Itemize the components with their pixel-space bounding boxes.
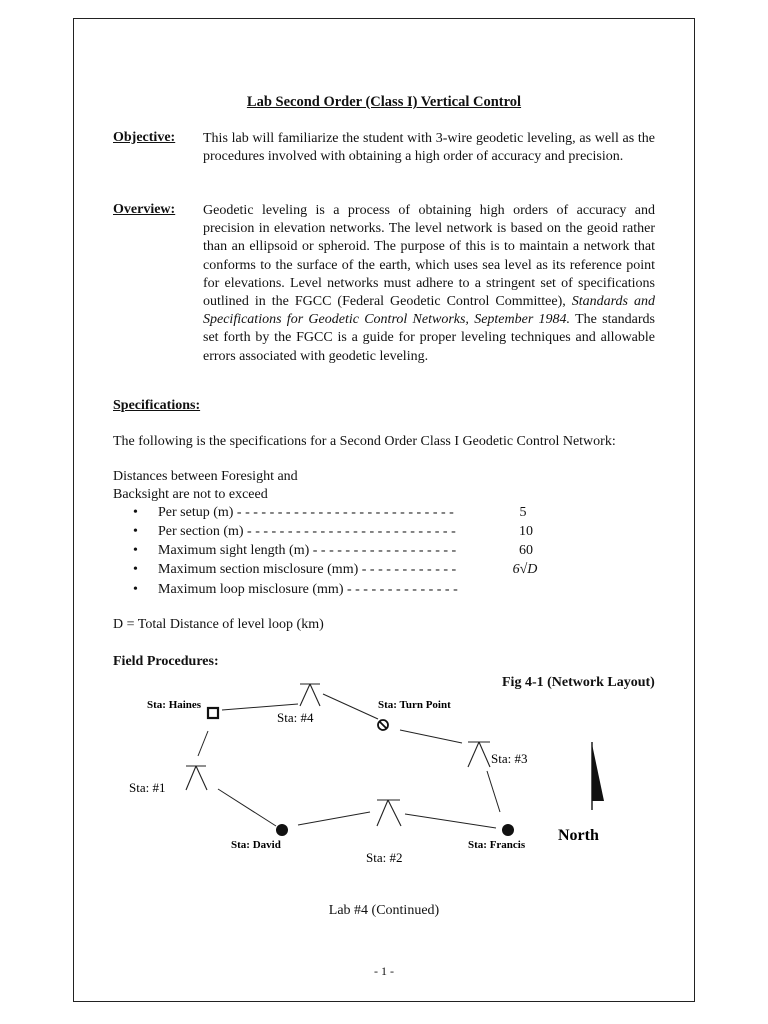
overview-text: Geodetic leveling is a process of obtaining high orders of accuracy and precision in elevation networks. The level network is based on the geoid rather than an ellipsoid or spheroid. The purpose of this is to maintain a network that conforms to the surface of the earth, which uses sea level as its reference point for elevations. Level networks must adhere to a stringent set of specifications outlined in the FGCC (Federal Geodetic Control Committee), Standards and Specifications for Geodetic Control Networks, September 1984. The standards set forth by the FGCC is a guide for proper leveling techniques and allowable errors associated with geodetic leveling.	[203, 203, 655, 364]
bullet-icon: •	[133, 505, 138, 520]
overview-label: Overview:	[113, 202, 176, 217]
spec-item: • Per section (m) - - - - - - - - - - - - - - - - - - - - - - - - - - 10	[133, 524, 533, 539]
benchmark-square-icon	[208, 708, 218, 718]
line-setup4-turnpoint	[323, 694, 378, 719]
station-label-haines: Sta: Haines	[147, 699, 202, 711]
setup-label-1: Sta: #1	[129, 780, 166, 795]
continued-note: Lab #4 (Continued)	[328, 903, 440, 918]
station-label-david: Sta: David	[231, 839, 281, 851]
benchmark-dot-icon	[502, 824, 514, 836]
tripod-icon	[186, 766, 207, 790]
line-david-setup2	[298, 812, 370, 825]
north-label: North	[558, 827, 599, 844]
spec-item: • Maximum section misclosure (mm) - - - - - - - - - - - - 6√D	[133, 562, 573, 581]
spec-item: • Maximum loop misclosure (mm) - - - - - - - - - - - - - -	[133, 582, 458, 597]
setup-label-2: Sta: #2	[366, 850, 403, 865]
bullet-icon: •	[133, 543, 138, 558]
station-label-francis: Sta: Francis	[468, 839, 526, 851]
station-label-turn-point: Sta: Turn Point	[378, 699, 451, 711]
setup-label-3: Sta: #3	[491, 751, 528, 766]
page-number: - 1 -	[374, 964, 394, 978]
standards-citation: Standards and Specifications for Geodetic Control Networks, September 1984.	[203, 294, 655, 328]
line-turnpoint-setup3	[400, 730, 462, 743]
document-title: Lab Second Order (Class I) Vertical Control	[246, 94, 522, 110]
tripod-icon	[468, 742, 490, 767]
line-setup2-francis	[405, 814, 496, 828]
setup-label-4: Sta: #4	[277, 710, 314, 725]
specifications-heading: Specifications:	[113, 398, 201, 413]
network-lines	[198, 694, 500, 828]
distances-line-1: Distances between Foresight and	[113, 469, 298, 484]
line-setup1-david	[218, 789, 276, 826]
north-arrow-icon	[592, 742, 604, 810]
sqrt-formula: 6√D	[512, 562, 538, 577]
line-setup3-francis	[487, 771, 500, 812]
tripod-icon	[377, 800, 401, 826]
tripod-icon	[300, 684, 320, 706]
spec-item: • Per setup (m) - - - - - - - - - - - - - - - - - - - - - - - - - - - 5	[133, 505, 527, 520]
benchmark-dot-icon	[276, 824, 288, 836]
bullet-icon: •	[133, 562, 138, 577]
field-procedures-heading: Field Procedures:	[113, 654, 219, 669]
line-haines-setup1	[198, 731, 208, 756]
d-definition: D = Total Distance of level loop (km)	[113, 617, 324, 632]
bullet-icon: •	[133, 524, 138, 539]
figure-caption: Fig 4-1 (Network Layout)	[502, 675, 655, 690]
distances-line-2: Backsight are not to exceed	[113, 487, 268, 502]
specifications-intro: The following is the specifications for a Second Order Class I Geodetic Control Network:	[113, 434, 616, 449]
objective-label: Objective:	[113, 130, 176, 145]
objective-text: This lab will familiarize the student with 3-wire geodetic leveling, as well as the procedures involved with obtaining a high order of accuracy and precision.	[203, 131, 655, 165]
turn-point-icon	[378, 720, 388, 730]
spec-item: • Maximum sight length (m) - - - - - - - - - - - - - - - - - - 60	[133, 543, 533, 558]
bullet-icon: •	[133, 582, 138, 597]
